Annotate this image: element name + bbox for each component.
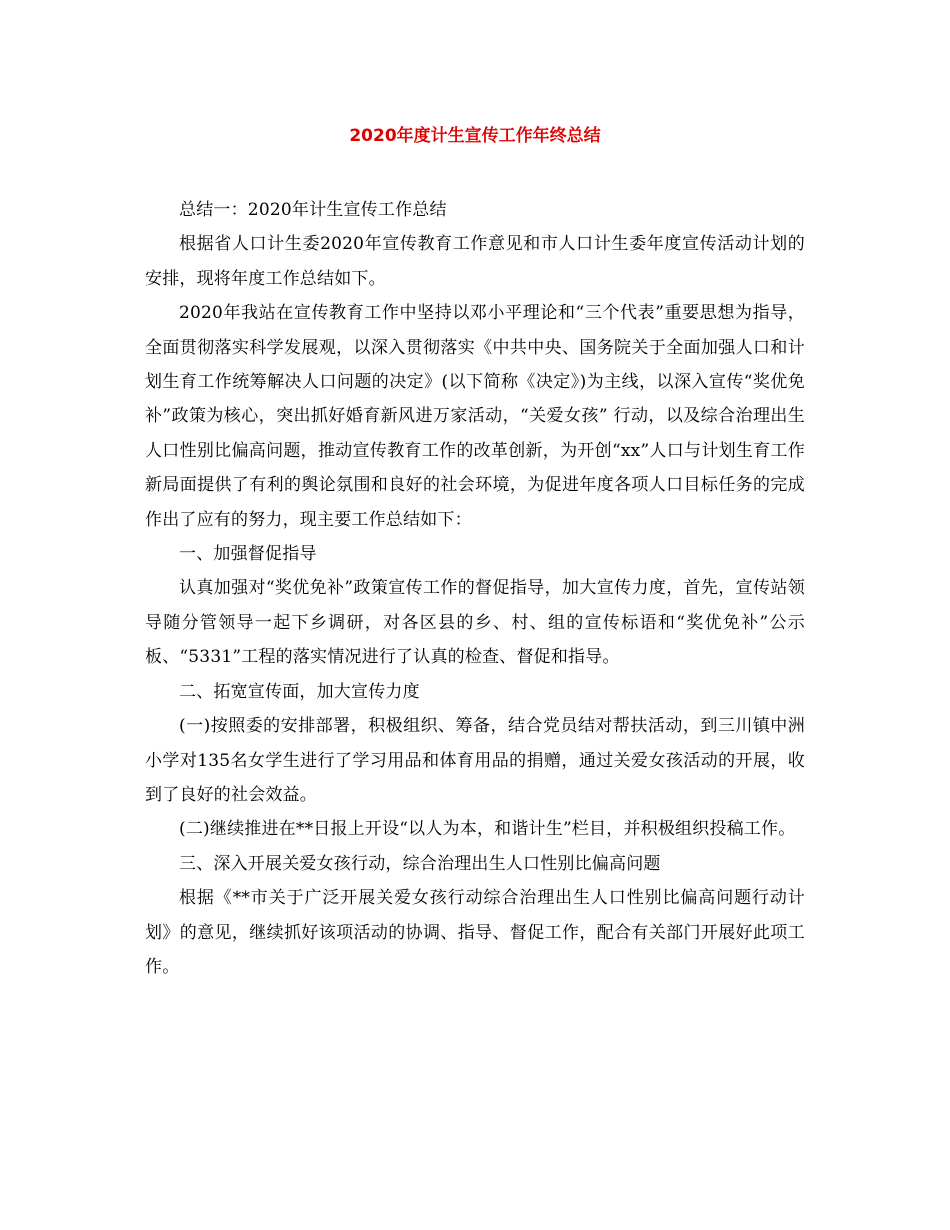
section-heading-2: 二、拓宽宣传面，加大宣传力度: [179, 681, 420, 702]
paragraph-section-1: 认真加强对“奖优免补”政策宣传工作的督促指导，加大宣传力度，首先，宣传站领导随分管领导一起下乡调研，对各区县的乡、村、组的宣传标语和“奖优免补”公示板、“5331”工程的落实情况进行了认真的检查、督促和指导。: [145, 578, 805, 668]
paragraph-section-3: 根据《**市关于广泛开展关爱女孩行动综合治理出生人口性别比偏高问题行动计划》的意见，继续抓好该项活动的协调、指导、督促工作，配合有关部门开展好此项工作。: [145, 888, 805, 977]
paragraph-summary-heading: 总结一：2020年计生宣传工作总结: [179, 200, 447, 220]
paragraph-overview: 2020年我站在宣传教育工作中坚持以邓小平理论和“三个代表”重要思想为指导，全面贯彻落实科学发展观，以深入贯彻落实《中共中央、国务院关于全面加强人口和计划生育工作统筹解决人口问题的决定》(以下简称《决定》)为主线，以深入宣传“奖优免补”政策为核心，突出抓好婚育新风进万家活动，“关爱女孩” 行动，以及综合治理出生人口性别比偏高问题，推动宣传教育工作的改革创新，为开创“xx”人口与计划生育工作新局面提供了有利的舆论氛围和良好的社会环境，为促进年度各项人口目标任务的完成作出了应有的努力，现主要工作总结如下：: [145, 303, 805, 530]
document-title: 2020年度计生宣传工作年终总结: [349, 126, 601, 146]
section-heading-3: 三、深入开展关爱女孩行动，综合治理出生人口性别比偏高问题: [179, 853, 661, 874]
document-body: [145, 193, 805, 984]
paragraph-section-2-item-2: (二)继续推进在**日报上开设“以人为本，和谐计生”栏目，并积极组织投稿工作。: [179, 819, 796, 840]
section-heading-1: 一、加强督促指导: [179, 544, 317, 565]
paragraph-section-2-item-1: (一)按照委的安排部署，积极组织、筹备，结合党员结对帮扶活动，到三川镇中洲小学对135名女学生进行了学习用品和体育用品的捐赠，通过关爱女孩活动的开展，收到了良好的社会效益。: [145, 716, 805, 805]
paragraph-intro: 根据省人口计生委2020年宣传教育工作意见和市人口计生委年度宣传活动计划的安排，现将年度工作总结如下。: [145, 234, 805, 289]
